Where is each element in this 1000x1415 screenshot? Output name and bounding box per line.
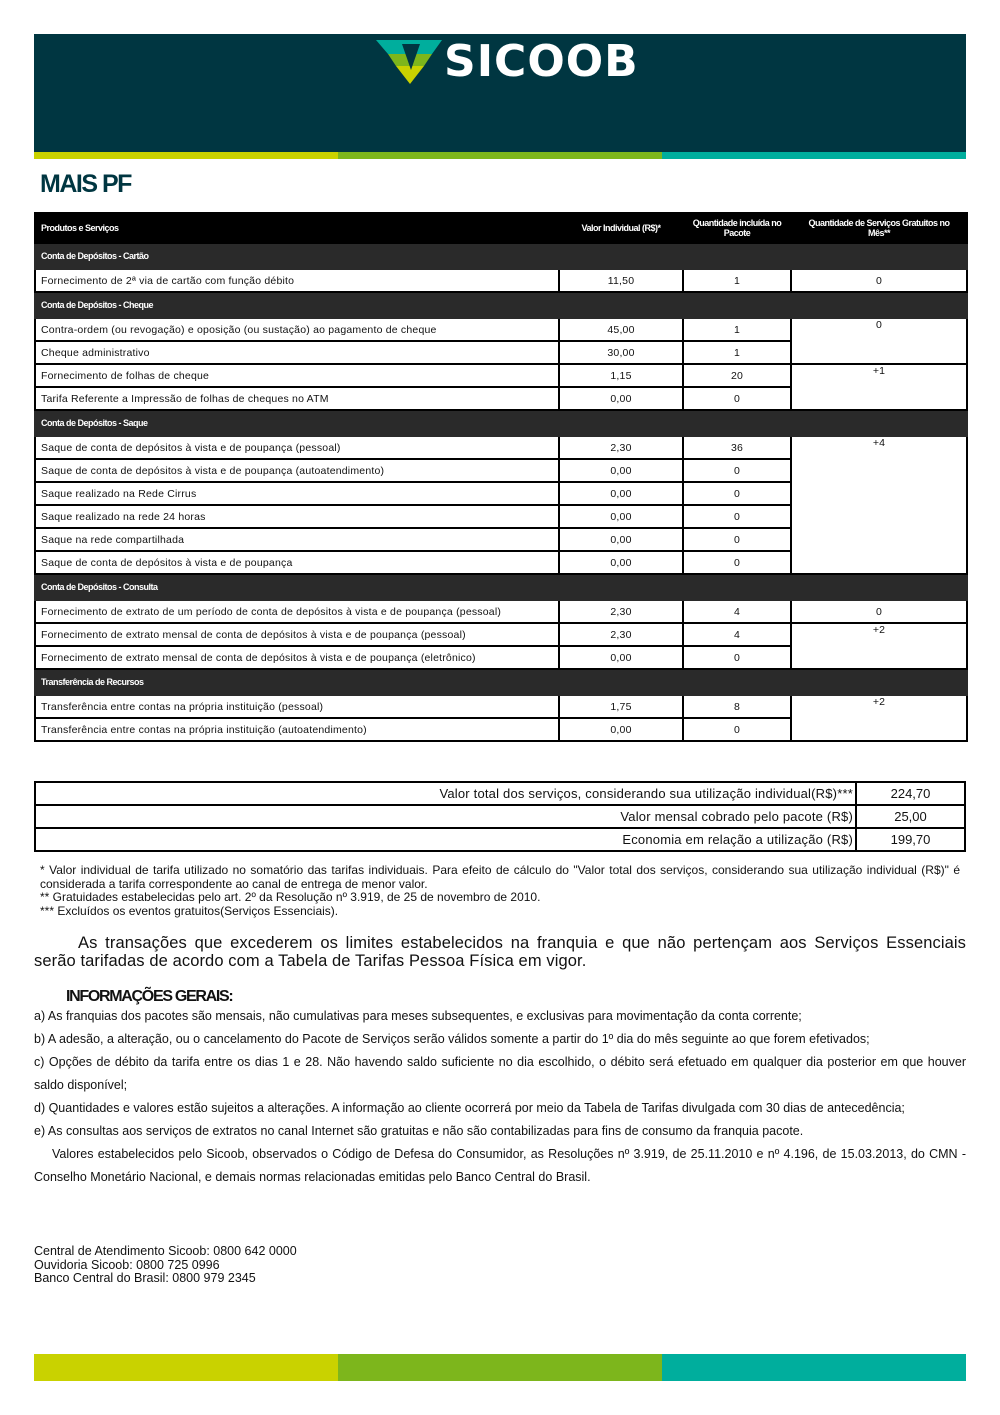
table-header-row: [35, 213, 967, 243]
free-qty: +2: [791, 623, 967, 669]
table-row: [35, 269, 967, 292]
service-label: Tarifa Referente a Impressão de folhas de cheques no ATM: [35, 387, 559, 410]
service-label: Fornecimento de 2ª via de cartão com função débito: [35, 269, 559, 292]
service-qty: 0: [683, 505, 791, 528]
service-value: 1,15: [559, 364, 683, 387]
free-qty: +4: [791, 436, 967, 574]
service-label: Transferência entre contas na própria instituição (pessoal): [35, 695, 559, 718]
table-row: [35, 364, 967, 387]
free-qty: 0: [791, 600, 967, 623]
totals-table: [34, 781, 966, 852]
sicoob-logo-icon: [376, 40, 442, 84]
service-value: 0,00: [559, 528, 683, 551]
service-qty: 36: [683, 436, 791, 459]
logo-text: SICOOB: [444, 36, 639, 87]
savings-label: Economia em relação a utilização (R$): [35, 828, 856, 851]
table-row: [35, 318, 967, 341]
table-row: [35, 436, 967, 459]
info-item: b) A adesão, a alteração, ou o cancelamento do Pacote de Serviços serão válidos somente a partir do 1º dia do mês seguinte ao que forem efetivados;: [34, 1032, 870, 1046]
col-header-free: Quantidade de Serviços Gratuitos no Mês**: [791, 213, 967, 243]
service-value: 11,50: [559, 269, 683, 292]
package-value: 25,00: [856, 805, 965, 828]
free-qty: +2: [791, 695, 967, 741]
service-qty: 0: [683, 387, 791, 410]
service-label: Contra-ordem (ou revogação) e oposição (ou sustação) ao pagamento de cheque: [35, 318, 559, 341]
service-qty: 1: [683, 341, 791, 364]
section-row: Conta de Depósitos - Consulta: [35, 574, 967, 600]
service-value: 0,00: [559, 551, 683, 574]
service-qty: 8: [683, 695, 791, 718]
sicoob-logo: [376, 36, 639, 87]
col-header-value: Valor Individual (R$)*: [559, 213, 683, 243]
service-value: 0,00: [559, 505, 683, 528]
service-label: Fornecimento de folhas de cheque: [35, 364, 559, 387]
service-qty: 0: [683, 551, 791, 574]
service-label: Saque realizado na rede 24 horas: [35, 505, 559, 528]
service-label: Transferência entre contas na própria instituição (autoatendimento): [35, 718, 559, 741]
free-qty: 0: [791, 269, 967, 292]
service-label: Saque de conta de depósitos à vista e de poupança (pessoal): [35, 436, 559, 459]
footnote: ** Gratuidades estabelecidas pelo art. 2º da Resolução nº 3.919, de 25 de novembro de 2010.: [40, 890, 541, 904]
service-value: 30,00: [559, 341, 683, 364]
service-label: Saque na rede compartilhada: [35, 528, 559, 551]
service-label: Saque realizado na Rede Cirrus: [35, 482, 559, 505]
service-value: 0,00: [559, 718, 683, 741]
service-qty: 4: [683, 600, 791, 623]
fees-table: [34, 212, 968, 742]
col-header-products: Produtos e Serviços: [35, 213, 559, 243]
service-qty: 1: [683, 269, 791, 292]
info-closing: Valores estabelecidos pelo Sicoob, observados o Código de Defesa do Consumidor, as Resoluções nº 3.919, de 25.11.2010 e nº 4.196, de 15.03.2013, do CMN - Conselho Monetário Nacional, e demais normas relacionadas emitidas pelo Banco Central do Brasil.: [34, 1147, 966, 1184]
info-item: d) Quantidades e valores estão sujeitos a alterações. A informação ao cliente ocorrerá por meio da Tabela de Tarifas divulgada com 30 dias de antecedência;: [34, 1101, 905, 1115]
total-label: Valor total dos serviços, considerando sua utilização individual(R$)***: [35, 782, 856, 805]
total-value: 224,70: [856, 782, 965, 805]
service-value: 1,75: [559, 695, 683, 718]
package-label: Valor mensal cobrado pelo pacote (R$): [35, 805, 856, 828]
section-row: Conta de Depósitos - Cartão: [35, 243, 967, 269]
service-qty: 0: [683, 528, 791, 551]
service-value: 45,00: [559, 318, 683, 341]
header-stripe: [34, 152, 966, 159]
service-label: Fornecimento de extrato de um período de conta de depósitos à vista e de poupança (pessoal): [35, 600, 559, 623]
service-label: Fornecimento de extrato mensal de conta de depósitos à vista e de poupança (pessoal): [35, 623, 559, 646]
contact-line: Ouvidoria Sicoob: 0800 725 0996: [34, 1257, 220, 1272]
footnote: *** Excluídos os eventos gratuitos(Serviços Essenciais).: [40, 903, 339, 918]
table-row: [35, 600, 967, 623]
contact-line: Central de Atendimento Sicoob: 0800 642 0000: [34, 1244, 297, 1258]
footer-stripe: [34, 1354, 966, 1381]
service-qty: 1: [683, 318, 791, 341]
savings-value: 199,70: [856, 828, 965, 851]
footnotes: [40, 864, 960, 918]
page-title: MAIS PF: [40, 170, 131, 198]
info-title: INFORMAÇÕES GERAIS:: [66, 988, 233, 1005]
service-value: 0,00: [559, 482, 683, 505]
service-qty: 0: [683, 718, 791, 741]
info-list: [34, 1005, 966, 1189]
service-label: Saque de conta de depósitos à vista e de poupança: [35, 551, 559, 574]
table-row: [35, 623, 967, 646]
section-row: Conta de Depósitos - Saque: [35, 410, 967, 436]
service-label: Cheque administrativo: [35, 341, 559, 364]
contacts: [34, 1245, 297, 1286]
col-header-qty: Quantidade incluída no Pacote: [683, 213, 791, 243]
info-item: a) As franquias dos pacotes são mensais, não cumulativas para meses subsequentes, e exclusivas para movimentação da conta corrente;: [34, 1009, 802, 1023]
service-value: 0,00: [559, 387, 683, 410]
service-value: 2,30: [559, 436, 683, 459]
service-label: Fornecimento de extrato mensal de conta de depósitos à vista e de poupança (eletrônico): [35, 646, 559, 669]
service-qty: 4: [683, 623, 791, 646]
service-qty: 0: [683, 646, 791, 669]
service-value: 2,30: [559, 623, 683, 646]
service-value: 0,00: [559, 459, 683, 482]
free-qty: +1: [791, 364, 967, 410]
section-row: Transferência de Recursos: [35, 669, 967, 695]
total-row: [35, 828, 965, 851]
table-row: [35, 695, 967, 718]
total-row: [35, 805, 965, 828]
service-value: 0,00: [559, 646, 683, 669]
info-item: e) As consultas aos serviços de extratos no canal Internet são gratuitas e não são contabilizadas para fins de consumo da franquia pacote.: [34, 1124, 804, 1138]
service-value: 2,30: [559, 600, 683, 623]
total-row: [35, 782, 965, 805]
service-label: Saque de conta de depósitos à vista e de poupança (autoatendimento): [35, 459, 559, 482]
info-item: c) Opções de débito da tarifa entre os dias 1 e 28. Não havendo saldo suficiente no dia escolhido, o débito será efetuado em qualquer dia posterior em que houver saldo disponível;: [34, 1055, 966, 1092]
footnote: * Valor individual de tarifa utilizado no somatório das tarifas individuais. Para efeito de cálculo do "Valor total dos serviços, considerando sua utilização individual (R$)" é considerada a tarifa correspondente ao canal de entrega de menor valor.: [40, 863, 960, 891]
service-qty: 20: [683, 364, 791, 387]
service-qty: 0: [683, 459, 791, 482]
section-row: Conta de Depósitos - Cheque: [35, 292, 967, 318]
free-qty: 0: [791, 318, 967, 364]
contact-line: Banco Central do Brasil: 0800 979 2345: [34, 1271, 256, 1285]
franchise-paragraph: As transações que excederem os limites estabelecidos na franquia e que não pertençam aos Serviços Essenciais serão tarifadas de acordo com a Tabela de Tarifas Pessoa Física em vigor.: [34, 934, 966, 970]
service-qty: 0: [683, 482, 791, 505]
